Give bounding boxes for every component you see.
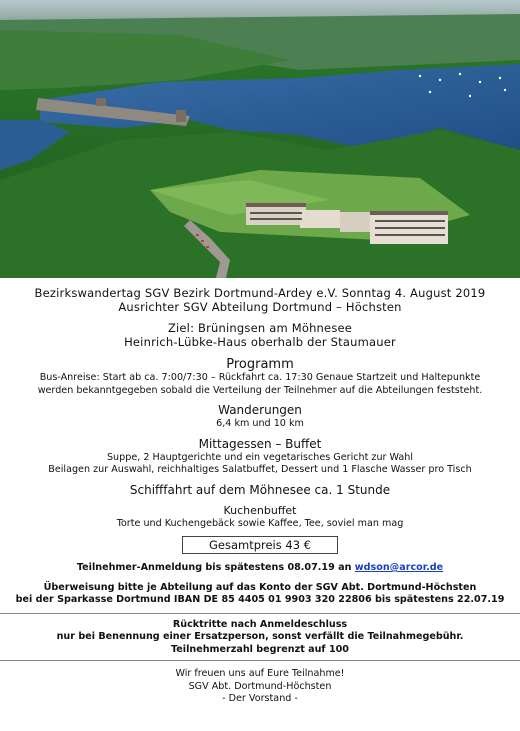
cancellation-line2: nur bei Benennung einer Ersatzperson, sonst verfällt die Teilnahmegebühr. xyxy=(56,631,464,642)
mittagessen-line1: Suppe, 2 Hauptgerichte und ein vegetarisches Gericht zur Wahl xyxy=(106,451,414,463)
transfer-line1: Überweisung bitte je Abteilung auf das Konto der SGV Abt. Dortmund-Höchsten xyxy=(43,581,477,593)
wanderungen-text: 6,4 km und 10 km xyxy=(216,418,304,429)
registration-email-link[interactable]: wdson@arcor.de xyxy=(354,562,444,573)
registration-text: Teilnehmer-Anmeldung bis spätestens 08.07.19 an xyxy=(76,562,355,573)
lake-landscape-image xyxy=(0,0,520,278)
event-venue: Heinrich-Lübke-Haus oberhalb der Staumauer xyxy=(124,335,396,349)
closing-line3: - Der Vorstand - xyxy=(222,693,298,704)
header-photo xyxy=(0,0,520,278)
cancellation-line1: Rücktritte nach Anmeldeschluss xyxy=(172,618,348,630)
closing-line2: SGV Abt. Dortmund-Höchsten xyxy=(188,680,332,692)
kuchen-text: Torte und Kuchengebäck sowie Kaffee, Tee, soviel man mag xyxy=(116,517,404,529)
transfer-line2: bei der Sparkasse Dortmund IBAN DE 85 4405 01 9903 320 22806 bis spätestens 22.07.19 xyxy=(15,594,505,605)
total-price-box: Gesamtpreis 43 € xyxy=(182,536,338,554)
mittagessen-heading: Mittagessen – Buffet xyxy=(198,436,322,451)
programm-heading: Programm xyxy=(226,357,294,372)
event-title: Bezirkswandertag SGV Bezirk Dortmund-Ardey e.V. Sonntag 4. August 2019 xyxy=(34,286,486,300)
mittagessen-line2: Beilagen zur Auswahl, reichhaltiges Salatbuffet, Dessert und 1 Flasche Wasser pro Tisch xyxy=(48,464,472,475)
closing-line1: Wir freuen uns auf Eure Teilnahme! xyxy=(175,668,345,679)
wanderungen-heading: Wanderungen xyxy=(218,403,302,417)
cancellation-line3: Teilnehmerzahl begrenzt auf 100 xyxy=(171,643,349,655)
schifffahrt-heading: Schifffahrt auf dem Möhnesee ca. 1 Stunde xyxy=(129,482,391,497)
event-organizer: Ausrichter SGV Abteilung Dortmund – Höchsten xyxy=(118,300,402,314)
event-goal: Ziel: Brüningsen am Möhnesee xyxy=(167,321,353,335)
bus-info-line1: Bus-Anreise: Start ab ca. 7:00/7:30 – Rückfahrt ca. 17:30 Genaue Startzeit und Haltepunkte xyxy=(39,372,481,383)
bus-info-line2: werden bekanntgegeben sobald die Verteilung der Teilnehmer auf die Abteilungen feststeht. xyxy=(37,384,483,396)
registration-line xyxy=(0,562,520,575)
flyer-text xyxy=(0,278,520,706)
kuchen-heading: Kuchenbuffet xyxy=(223,503,297,517)
